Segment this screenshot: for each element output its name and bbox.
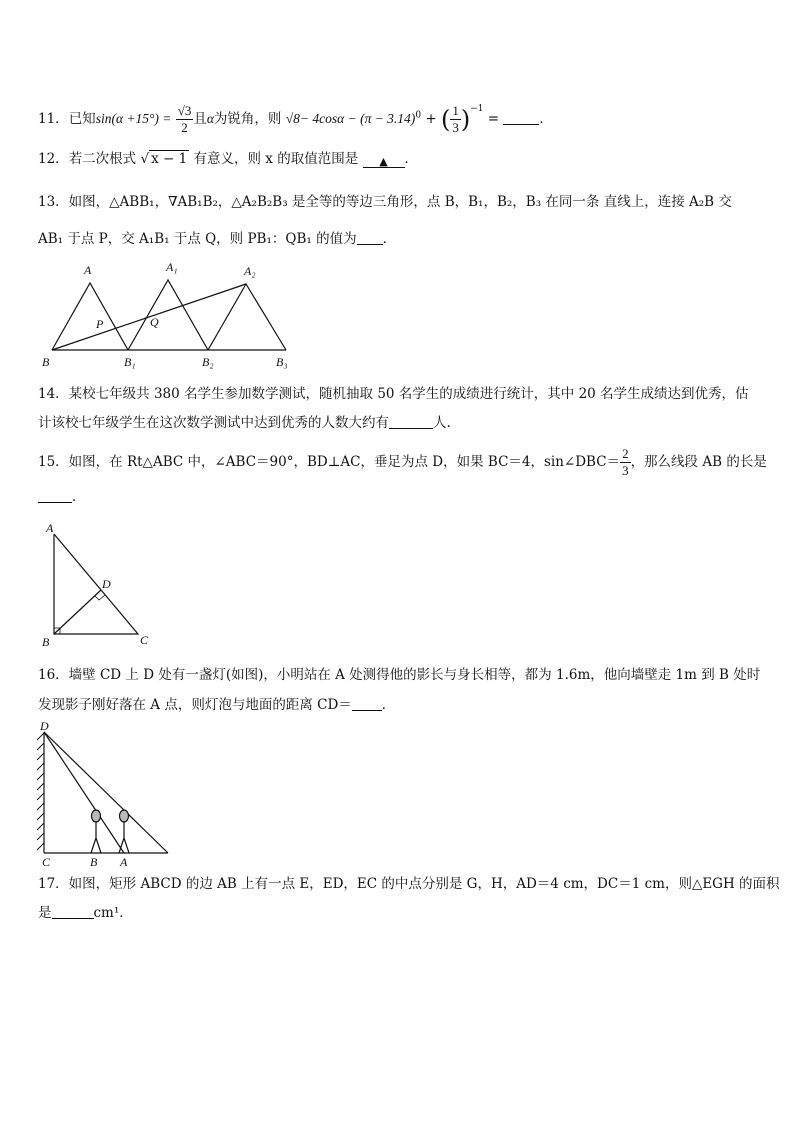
q11-paren-den: 3 xyxy=(452,120,459,135)
q13-triangle-1 xyxy=(52,283,128,350)
q16-label-d: D xyxy=(40,719,49,733)
q15-fraction xyxy=(620,446,631,479)
q11-answer-blank[interactable] xyxy=(503,110,539,125)
q13-answer-blank[interactable] xyxy=(357,230,383,245)
q13-line2-text: AB₁ 于点 P，交 A₁B₁ 于点 Q，则 PB₁：QB₁ 的值为 xyxy=(38,231,357,247)
q16-ray-to-far-shadow xyxy=(44,732,168,853)
q13-label-b3: B₃ xyxy=(276,355,288,369)
q11-sin-expr: sin(α +15°) = xyxy=(95,111,172,126)
question-13-line2 xyxy=(38,230,758,248)
q11-frac-num: √3 xyxy=(177,103,192,118)
q13-end: ． xyxy=(382,231,397,247)
question-13-line1 xyxy=(38,193,758,211)
q13-label-q: Q xyxy=(150,315,159,329)
question-15-line2 xyxy=(38,488,758,506)
q16-line2-text: 发现影子刚好落在 A 点，则灯泡与地面的距离 CD＝ xyxy=(38,697,352,713)
q15-right-angle-d xyxy=(95,595,105,600)
question-17-line1 xyxy=(38,875,780,893)
question-12 xyxy=(38,150,758,168)
q11-eq: = xyxy=(487,111,500,127)
q13-triangle-3 xyxy=(208,284,286,350)
q12-number: 12． xyxy=(38,151,69,167)
q11-mid2: 为锐角，则 xyxy=(213,111,282,127)
question-11 xyxy=(38,89,758,135)
q14-end: 人. xyxy=(433,415,451,431)
q13-label-a2: A₂ xyxy=(244,264,256,278)
q13-label-p: P xyxy=(96,317,104,331)
q13-label-a1: A₁ xyxy=(166,260,178,274)
q17-line2-text: 是 xyxy=(38,905,52,921)
q16-figure xyxy=(34,718,174,868)
q16-label-c: C xyxy=(42,855,51,868)
q13-segment-a2b xyxy=(52,284,246,350)
question-16-line1 xyxy=(38,666,761,684)
q11-fraction xyxy=(176,103,194,136)
q11-root8: √8 xyxy=(285,111,300,126)
q11-rparen: ) xyxy=(460,105,471,134)
q16-person-b xyxy=(91,810,101,853)
q12-triangle-icon: ▲ xyxy=(379,155,388,168)
q11-pre: 已知 xyxy=(68,111,96,127)
q11-exp-neg1: −1 xyxy=(470,104,484,114)
q16-label-b: B xyxy=(90,855,98,868)
q15-label-c: C xyxy=(140,633,149,647)
q12-post: 有意义，则 x 的取值范围是 xyxy=(193,151,359,167)
q11-alpha: α xyxy=(206,111,214,126)
q13-figure xyxy=(38,258,298,370)
q11-paren-fraction xyxy=(450,103,461,136)
q14-answer-blank[interactable] xyxy=(389,414,433,429)
q15-end: ． xyxy=(72,489,86,505)
q14-line2-text: 计该校七年级学生在这次数学测试中达到优秀的人数大约有 xyxy=(38,415,389,431)
q15-line1-post: ，那么线段 AB 的长是 xyxy=(630,454,767,470)
q12-answer-blank[interactable] xyxy=(363,153,405,168)
q17-answer-blank[interactable] xyxy=(52,904,94,919)
q11-end: ． xyxy=(539,111,553,127)
q17-unit: cm¹ xyxy=(93,905,120,921)
q15-frac-num: 2 xyxy=(622,446,629,461)
q13-line1-text: 13．如图，△ABB₁，∇AB₁B₂，△A₂B₂B₃ 是全等的等边三角形，点 B，B₁，B₂，B₃ 在同一条 直线上，连接 A₂B 交 xyxy=(38,194,732,210)
q11-number: 11． xyxy=(38,111,69,127)
q15-frac-den: 3 xyxy=(622,463,629,478)
q11-plus: + xyxy=(425,111,437,127)
q13-label-b: B xyxy=(42,355,50,369)
q12-pre: 若二次根式 xyxy=(68,151,137,167)
q15-triangle-abc xyxy=(54,534,138,634)
q13-label-b1: B₁ xyxy=(124,355,136,369)
question-16-line2 xyxy=(38,696,758,714)
q16-end: ． xyxy=(381,697,396,713)
q11-frac-den: 2 xyxy=(181,120,188,135)
q14-line1-text: 14．某校七年级共 380 名学生参加数学测试，随机抽取 50 名学生的成绩进行统计，其中 20 名学生成绩达到优秀，估 xyxy=(38,386,749,402)
q11-paren-num: 1 xyxy=(452,103,459,118)
q11-expr: − 4cosα − (π − 3.14) xyxy=(299,111,416,126)
q15-label-b: B xyxy=(42,635,50,649)
q11-mid1: 且 xyxy=(193,111,207,127)
q13-triangle-2 xyxy=(128,280,208,350)
q11-exp0: 0 xyxy=(415,110,422,121)
q13-label-b2: B₂ xyxy=(202,355,214,369)
q16-wall-hatching xyxy=(37,733,44,850)
q15-label-d: D xyxy=(102,577,111,591)
q15-figure xyxy=(38,518,168,650)
q15-segment-bd xyxy=(54,590,101,634)
q12-radicand: x − 1 xyxy=(151,151,188,167)
q15-answer-blank[interactable] xyxy=(38,488,72,503)
q16-person-a xyxy=(119,810,129,853)
q16-label-a: A xyxy=(120,855,128,868)
question-14-line2 xyxy=(38,414,758,432)
question-15-line1 xyxy=(38,444,767,480)
q11-lparen: ( xyxy=(440,105,451,134)
q17-end: ． xyxy=(119,905,133,921)
question-14-line1 xyxy=(38,385,758,403)
q15-label-a: A xyxy=(46,521,54,535)
q13-label-a: A xyxy=(84,263,92,277)
question-17-line2 xyxy=(38,904,758,922)
q16-ray-to-a xyxy=(44,732,124,853)
q17-line1-text: 17．如图，矩形 ABCD 的边 AB 上有一点 E，ED，EC 的中点分别是 G，H，AD＝4 cm，DC＝1 cm，则△EGH 的面积 xyxy=(38,876,780,892)
q16-line1-text: 16．墙壁 CD 上 D 处有一盏灯(如图)，小明站在 A 处测得他的影长与身长相等，都为 1.6m，他向墙壁走 1m 到 B 处时 xyxy=(38,667,761,683)
q16-answer-blank[interactable] xyxy=(352,696,382,711)
q12-end: ． xyxy=(404,151,418,167)
q15-line1-text: 15．如图，在 Rt△ABC 中，∠ABC＝90°，BD⊥AC，垂足为点 D，如果 BC＝4，sin∠DBC＝ xyxy=(38,454,621,470)
q12-root-sign: √ xyxy=(140,151,150,167)
